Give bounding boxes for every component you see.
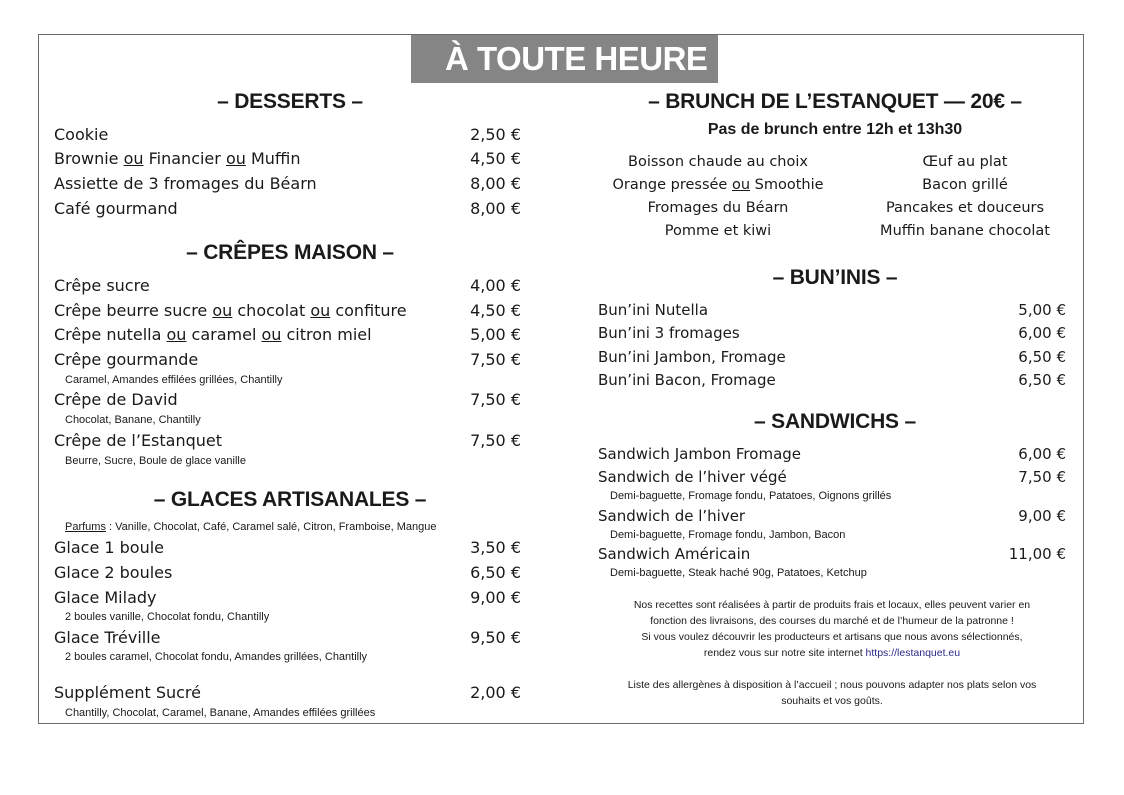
brunch-item: Bacon grillé: [922, 177, 1008, 193]
menu-item: Supplément Sucré: [54, 683, 201, 702]
item-description: 2 boules vanille, Chocolat fondu, Chantilly: [65, 611, 270, 623]
menu-item: Sandwich Américain: [598, 545, 751, 563]
item-price: 7,50 €: [470, 350, 521, 369]
item-description: Demi-baguette, Fromage fondu, Patatoes, Oignons grillés: [610, 490, 892, 502]
item-price: 4,50 €: [470, 301, 521, 320]
item-description: Demi-baguette, Fromage fondu, Jambon, Bacon: [610, 529, 846, 541]
menu-item: Sandwich de l’hiver végé: [598, 468, 787, 486]
brunch-item: Fromages du Béarn: [647, 200, 789, 216]
menu-item: Glace 2 boules: [54, 563, 173, 582]
item-price: 8,00 €: [470, 199, 521, 218]
sandwichs-heading: – SANDWICHS –: [754, 410, 916, 433]
menu-item: Café gourmand: [54, 199, 178, 218]
menu-item: Brownie ou Financier ou Muffin: [54, 149, 301, 168]
banner: [411, 35, 718, 83]
item-price: 6,00 €: [1018, 324, 1066, 342]
menu-item: Glace Milady: [54, 588, 157, 607]
brunch-subtitle: Pas de brunch entre 12h et 13h30: [707, 121, 963, 138]
item-description: Caramel, Amandes effilées grillées, Chantilly: [65, 374, 283, 386]
menu-item: Crêpe de l’Estanquet: [54, 431, 223, 450]
item-description: Beurre, Sucre, Boule de glace vanille: [65, 455, 246, 467]
brunch-item: Pancakes et douceurs: [885, 200, 1045, 216]
brunch-item: Muffin banane chocolat: [880, 223, 1050, 239]
menu-item: Bun’ini Bacon, Fromage: [598, 371, 776, 389]
item-price: 9,00 €: [1018, 507, 1066, 525]
menu-item: Glace 1 boule: [54, 538, 165, 557]
item-price: 2,50 €: [470, 125, 521, 144]
crepes-heading: – CRÊPES MAISON –: [186, 241, 394, 264]
menu-item: Sandwich de l’hiver: [598, 507, 746, 525]
desserts-heading: – DESSERTS –: [217, 90, 363, 113]
item-price: 9,00 €: [470, 588, 521, 607]
menu-item: Glace Tréville: [54, 628, 161, 647]
item-price: 5,00 €: [470, 325, 521, 344]
menu-item: Sandwich Jambon Fromage: [598, 445, 802, 463]
item-price: 6,50 €: [1018, 348, 1066, 366]
item-price: 8,00 €: [470, 174, 521, 193]
menu-item: Assiette de 3 fromages du Béarn: [54, 174, 317, 193]
glaces-heading: – GLACES ARTISANALES –: [153, 488, 427, 511]
brunch-item: Œuf au plat: [922, 154, 1008, 170]
brunch-item: Boisson chaude au choix: [628, 154, 808, 170]
item-price: 11,00 €: [1008, 545, 1066, 563]
brunch-heading: – BRUNCH DE L’ESTANQUET — 20€ –: [648, 90, 1022, 113]
menu-item: Bun’ini Jambon, Fromage: [598, 348, 786, 366]
banner-title: À TOUTE HEURE: [445, 40, 708, 77]
item-price: 7,50 €: [470, 431, 521, 450]
menu-item: Crêpe nutella ou caramel ou citron miel: [54, 325, 372, 344]
item-description: Chocolat, Banane, Chantilly: [65, 414, 201, 426]
menu-item: Cookie: [54, 125, 109, 144]
brunch-item: Orange pressée ou Smoothie: [612, 177, 824, 193]
item-price: 2,00 €: [470, 683, 521, 702]
item-price: 7,50 €: [470, 390, 521, 409]
item-price: 9,50 €: [470, 628, 521, 647]
item-price: 4,00 €: [470, 276, 521, 295]
menu-item: Bun’ini 3 fromages: [598, 324, 740, 342]
item-price: 6,00 €: [1018, 445, 1066, 463]
item-price: 6,50 €: [1018, 371, 1066, 389]
item-description: 2 boules caramel, Chocolat fondu, Amandes grillées, Chantilly: [65, 651, 368, 663]
menu-item: Crêpe gourmande: [54, 350, 199, 369]
item-price: 3,50 €: [470, 538, 521, 557]
menu-item: Crêpe beurre sucre ou chocolat ou confiture: [54, 301, 407, 320]
info-paragraph: Nos recettes sont réalisées à partir de produits frais et locaux, elles peuvent varier en fonction des livraisons, des courses du marché et de l’humeur de la patronne ! Si vous voulez découvrir les producteurs et artisans que nous avons sélectionnés, rendez vous sur notre site internet https://lestanquet.eu: [633, 599, 1031, 659]
item-price: 6,50 €: [470, 563, 521, 582]
item-price: 4,50 €: [470, 149, 521, 168]
menu-item: Bun’ini Nutella: [598, 301, 709, 319]
item-description: Chantilly, Chocolat, Caramel, Banane, Amandes effilées grillées: [65, 707, 376, 719]
menu-item: Crêpe sucre: [54, 276, 150, 295]
allergens-note: Liste des allergènes à disposition à l’accueil ; nous pouvons adapter nos plats selon vos souhaits et vos goûts.: [627, 679, 1037, 707]
bunnis-heading: – BUN’INIS –: [772, 266, 898, 289]
item-price: 5,00 €: [1018, 301, 1066, 319]
parfums-line: Parfums : Vanille, Chocolat, Café, Caramel salé, Citron, Framboise, Mangue: [65, 521, 437, 533]
item-description: Demi-baguette, Steak haché 90g, Patatoes, Ketchup: [610, 567, 867, 579]
website-link[interactable]: https://lestanquet.eu: [865, 647, 961, 659]
menu-item: Crêpe de David: [54, 390, 178, 409]
brunch-item: Pomme et kiwi: [664, 223, 772, 239]
item-price: 7,50 €: [1018, 468, 1066, 486]
